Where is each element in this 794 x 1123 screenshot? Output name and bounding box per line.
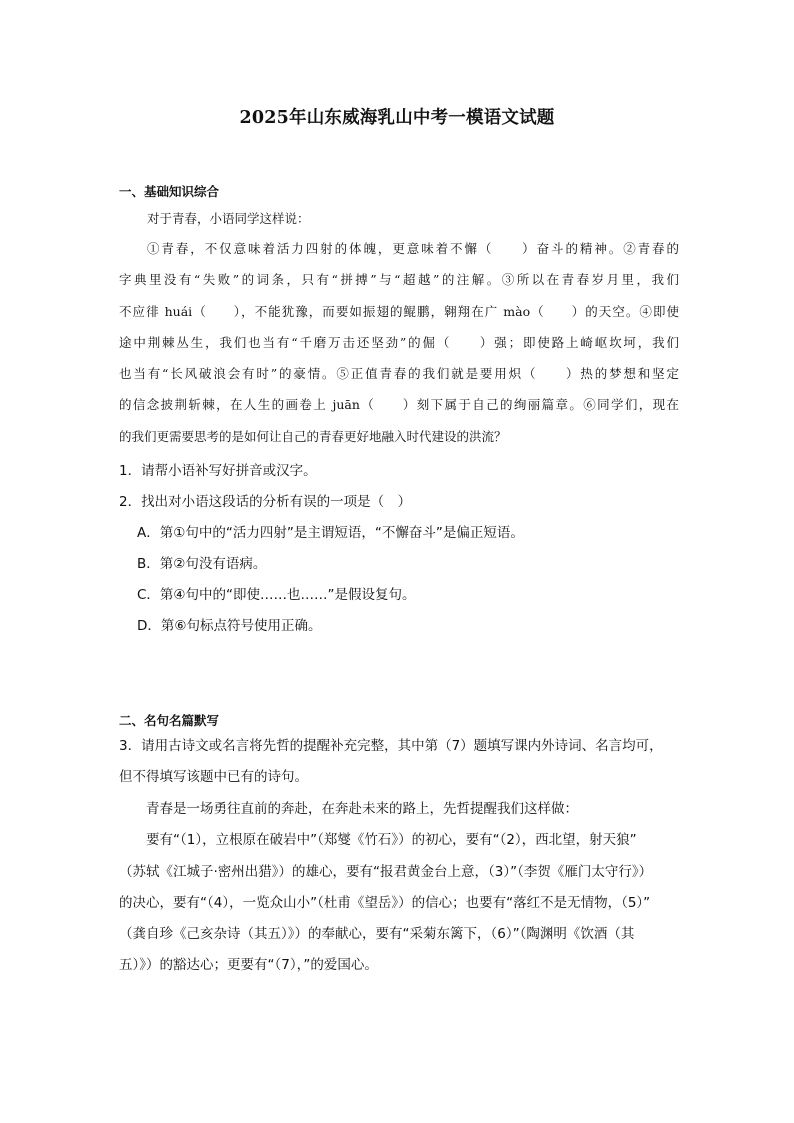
paragraph-line: （龚自珍《己亥杂诗（其五）》）的奉献心，要有“采菊东篱下，（6）”（陶渊明《饮酒（其	[119, 926, 635, 943]
passage-line: 的我们更需要思考的是如何让自己的青春更好地融入时代建设的洪流？	[119, 428, 507, 444]
question-1: 1．请帮小语补写好拼音或汉字。	[119, 463, 317, 479]
paragraph-line: 的决心，要有“（4），一览众山小”（杜甫《望岳》）的信心；也要有“落红不是无情物，（5）”	[119, 894, 651, 911]
passage-line: ①青春，不仅意味着活力四射的体魄，更意味着不懈（ ）奋斗的精神。②青春的	[147, 241, 679, 256]
youth-quotes-paragraph	[119, 794, 681, 982]
paragraph-line: （苏轼《江城子·密州出猎》）的雄心，要有“报君黄金台上意，（3）”（李贺《雁门太守行》）	[119, 863, 653, 880]
section-heading-basic-knowledge: 一、基础知识综合	[119, 184, 220, 199]
question-3-line: 但不得填写该题中已有的诗句。	[119, 769, 308, 786]
passage-line: 途中荆棘丛生，我们也当有“千磨万击还坚劲”的倔（ ）强；即使路上崎岖坎坷，我们	[119, 334, 679, 350]
passage-line: 的信念披荆斩棘，在人生的画卷上 juān（ ）刻下属于自己的绚丽篇章。⑥同学们，现在	[119, 397, 679, 413]
page-title: 2025年山东威海乳山中考一模语文试题	[239, 108, 555, 128]
paragraph-line: 要有“（1），立根原在破岩中”（郑燮《竹石》）的初心，要有“（2），西北望，射天狼”	[119, 832, 637, 849]
passage-line: 不应徘 huái（ ），不能犹豫，而要如振翅的鲲鹏，翱翔在广 mào（ ）的天空。④即使	[119, 303, 679, 319]
passage-line: 字典里没有“失败”的词条，只有“拼搏”与“超越”的注解。③所以在青春岁月里，我们	[119, 272, 679, 288]
passage-intro: 对于青春，小语同学这样说：	[147, 211, 310, 226]
question-3	[119, 731, 681, 794]
youth-passage	[119, 233, 679, 452]
question-3-line: 3．请用古诗文或名言将先哲的提醒补充完整，其中第（7）题填写课内外诗词、名言均可，	[119, 738, 663, 754]
option-d: D．第⑥句标点符号使用正确。	[137, 618, 322, 634]
paragraph-line: 五）》）的豁达心；更要有“（7），”的爱国心。	[119, 957, 378, 974]
question-2: 2．找出对小语这段话的分析有误的一项是（ ）	[119, 494, 412, 510]
passage-line: 也当有“长风破浪会有时”的豪情。⑤正值青春的我们就是要用炽（ ）热的梦想和坚定	[119, 366, 679, 382]
option-c: C．第④句中的“即使……也……”是假设复句。	[137, 587, 416, 603]
paragraph-line: 青春是一场勇往直前的奔赴，在奔赴未来的路上，先哲提醒我们这样做：	[119, 801, 578, 817]
section-heading-famous-quotes: 二、名句名篇默写	[119, 713, 220, 728]
option-a: A．第①句中的“活力四射”是主谓短语，“不懈奋斗”是偏正短语。	[137, 525, 524, 541]
option-b: B．第②句没有语病。	[137, 556, 267, 572]
